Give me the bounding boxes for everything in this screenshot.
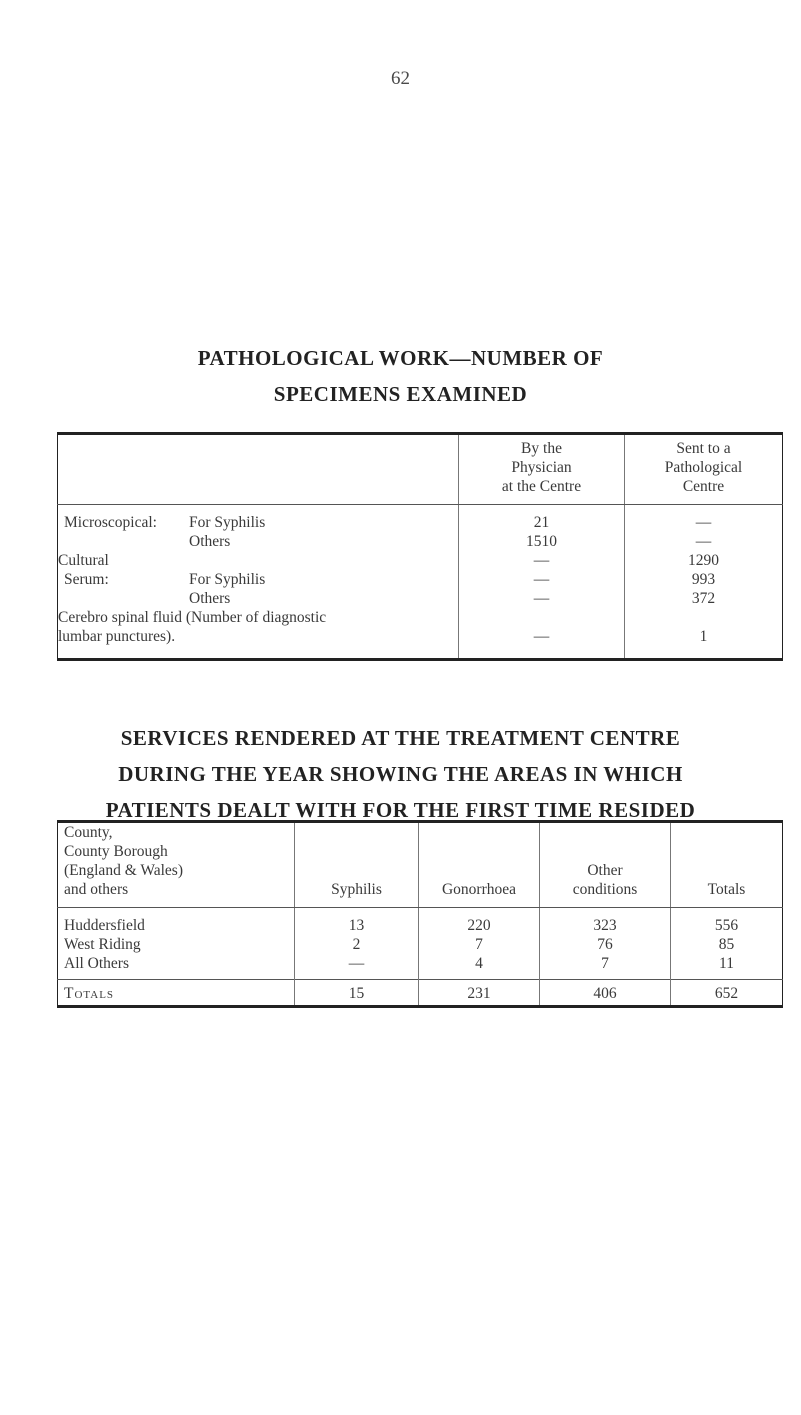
header-line: Pathological (664, 459, 743, 476)
area-cell: All Others (64, 955, 130, 972)
syphilis-cell: 13 (295, 908, 419, 936)
physician-cell: — (459, 551, 625, 570)
heading-line: DURING THE YEAR SHOWING THE AREAS IN WHICH (118, 762, 683, 786)
physician-cell (459, 608, 625, 627)
header-line: and others (64, 881, 129, 898)
table-row (58, 551, 783, 570)
syphilis-total: 15 (295, 980, 419, 1007)
page-number: 62 (391, 68, 410, 89)
row-label: Cerebro spinal fluid (Number of diagnostic (58, 609, 327, 626)
gonorrhoea-cell: 220 (419, 908, 540, 936)
header-line: Centre (682, 478, 725, 495)
table-row (58, 627, 783, 660)
sublabel-text: Others (189, 533, 231, 550)
sent-cell: 1290 (625, 551, 783, 570)
pathological-work-heading (0, 340, 801, 412)
row-label (58, 505, 459, 533)
table-row (58, 505, 783, 533)
other-cell: 7 (540, 954, 671, 980)
services-table (57, 820, 783, 1008)
area-cell: West Riding (64, 936, 141, 953)
sent-cell: — (625, 505, 783, 533)
totals-row (58, 980, 783, 1007)
header-line: County Borough (64, 843, 168, 860)
sublabel-text: For Syphilis (189, 514, 266, 531)
header-blank (58, 434, 459, 505)
grand-total: 652 (671, 980, 783, 1007)
header-line: conditions (572, 881, 638, 898)
other-cell: 76 (540, 935, 671, 954)
header-physician (459, 434, 625, 505)
table-row (58, 608, 783, 627)
physician-cell: 1510 (459, 532, 625, 551)
table-row (58, 589, 783, 608)
header-area (58, 822, 295, 908)
totals-cell: 11 (671, 954, 783, 980)
label-text: Serum: (64, 571, 109, 588)
syphilis-cell: — (295, 954, 419, 980)
header-line: By the (521, 440, 562, 457)
row-label: Cultural (58, 552, 109, 569)
heading-line: PATHOLOGICAL WORK—NUMBER OF (197, 346, 604, 370)
header-syphilis: Syphilis (295, 822, 419, 908)
header-sent (625, 434, 783, 505)
sublabel-text: For Syphilis (189, 571, 266, 588)
sublabel-text: Others (189, 590, 231, 607)
heading-line: PATIENTS DEALT WITH FOR THE FIRST TIME RESIDED (105, 798, 696, 822)
label-text: Microscopical: (64, 514, 157, 531)
row-label (58, 532, 459, 551)
physician-cell: 21 (459, 505, 625, 533)
other-total: 406 (540, 980, 671, 1007)
header-line: (England & Wales) (64, 862, 183, 879)
header-line: Sent to a (676, 440, 731, 457)
row-label (58, 589, 459, 608)
header-line: at the Centre (501, 478, 582, 495)
physician-cell: — (459, 570, 625, 589)
services-rendered-heading (0, 720, 801, 828)
sent-cell: 1 (625, 627, 783, 660)
gonorrhoea-cell: 4 (419, 954, 540, 980)
header-line: Other (587, 862, 623, 879)
sent-cell (625, 608, 783, 627)
totals-cell: 556 (671, 908, 783, 936)
sent-cell: — (625, 532, 783, 551)
heading-line: SPECIMENS EXAMINED (273, 382, 528, 406)
header-line: County, (64, 824, 113, 841)
area-cell: Huddersfield (64, 917, 145, 934)
gonorrhoea-cell: 7 (419, 935, 540, 954)
header-gonorrhoea: Gonorrhoea (419, 822, 540, 908)
totals-cell: 85 (671, 935, 783, 954)
table-row (58, 908, 783, 936)
header-line: Physician (511, 459, 572, 476)
header-other-conditions (540, 822, 671, 908)
physician-cell: — (459, 627, 625, 660)
table-row (58, 954, 783, 980)
row-label (58, 570, 459, 589)
table-header-row (58, 822, 783, 908)
table-row (58, 570, 783, 589)
other-cell: 323 (540, 908, 671, 936)
table-row (58, 532, 783, 551)
syphilis-cell: 2 (295, 935, 419, 954)
header-totals: Totals (671, 822, 783, 908)
specimens-table (57, 432, 783, 661)
sent-cell: 372 (625, 589, 783, 608)
table-row (58, 935, 783, 954)
gonorrhoea-total: 231 (419, 980, 540, 1007)
physician-cell: — (459, 589, 625, 608)
sent-cell: 993 (625, 570, 783, 589)
totals-label: Totals (58, 980, 295, 1007)
table-header-row (58, 434, 783, 505)
heading-line: SERVICES RENDERED AT THE TREATMENT CENTRE (120, 726, 681, 750)
row-label: lumbar punctures). (58, 628, 176, 645)
